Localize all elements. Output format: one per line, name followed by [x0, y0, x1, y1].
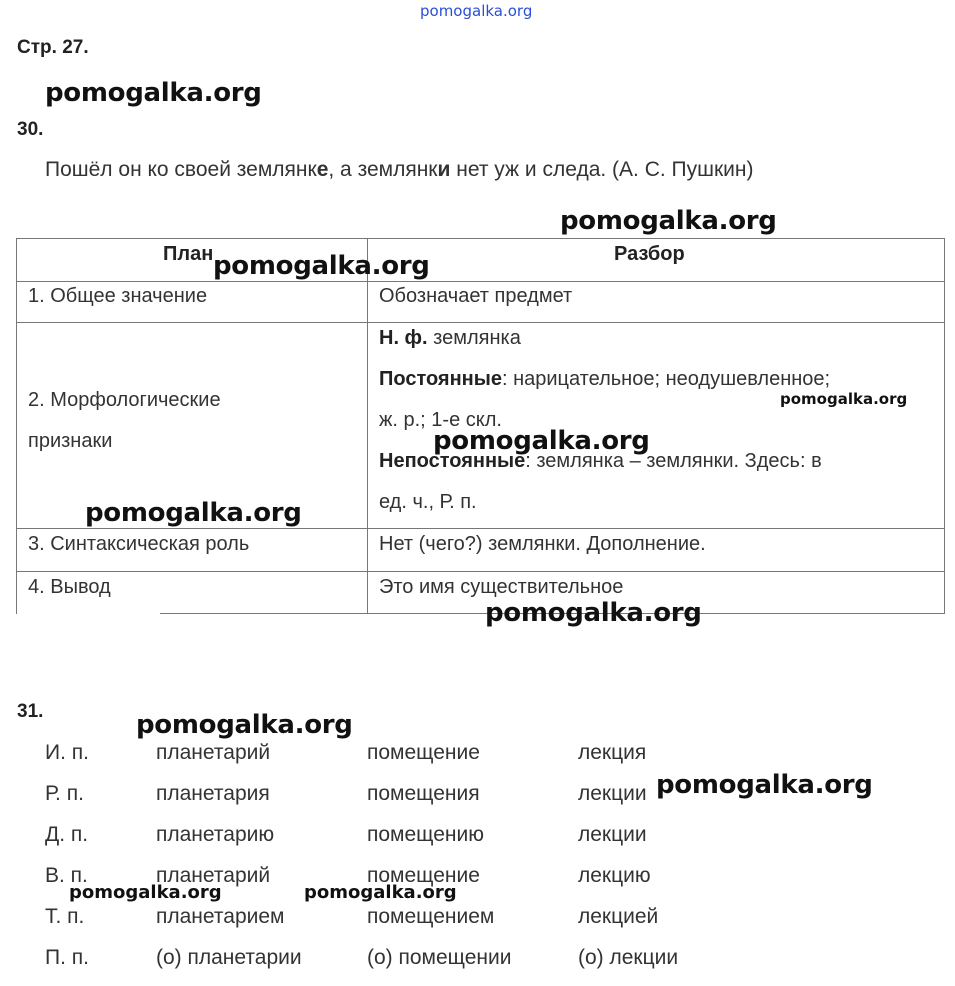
word-form: (о) помещении — [367, 946, 512, 969]
word-form: планетарий — [156, 741, 271, 764]
word-form: помещению — [367, 823, 484, 846]
table-header-plan: План — [163, 243, 214, 265]
table-cell-analysis: Непостоянные: землянка – землянки. Здесь: в — [379, 450, 822, 472]
watermark: pomogalka.org — [560, 206, 777, 236]
table-cell-analysis: Это имя существительное — [379, 576, 624, 598]
table-cell-plan: 1. Общее значение — [28, 285, 208, 307]
watermark: pomogalka.org — [485, 598, 702, 628]
case-label: Т. п. — [45, 905, 85, 928]
watermark: pomogalka.org — [85, 498, 302, 528]
table-border-right — [944, 238, 945, 614]
word-form: планетарий — [156, 864, 271, 887]
table-cell-plan: 4. Вывод — [28, 576, 111, 598]
watermark: pomogalka.org — [304, 882, 457, 903]
watermark: pomogalka.org — [433, 426, 650, 456]
ending-highlight-1: е — [316, 158, 329, 181]
word-form: лекция — [578, 741, 647, 764]
case-label: И. п. — [45, 741, 89, 764]
case-label: Р. п. — [45, 782, 84, 805]
exercise-31-number: 31. — [17, 701, 44, 722]
table-divider — [16, 528, 945, 529]
word-form: планетарием — [156, 905, 285, 928]
ending-highlight-2: и — [437, 158, 451, 181]
table-divider — [16, 281, 945, 282]
watermark: pomogalka.org — [656, 770, 873, 800]
table-border-left — [16, 238, 17, 614]
exercise-30-sentence: Пошёл он ко своей землянке, а землянки нет уж и следа. (А. С. Пушкин) — [45, 158, 754, 181]
table-cell-plan: 2. Морфологические — [28, 389, 221, 411]
table-cell-analysis: Постоянные: нарицательное; неодушевленное; — [379, 368, 831, 390]
word-form: лекцией — [578, 905, 659, 928]
case-label: П. п. — [45, 946, 89, 969]
table-cell-analysis: Нет (чего?) землянки. Дополнение. — [379, 533, 706, 555]
table-cell-analysis: ж. р.; 1-е скл. — [379, 409, 502, 431]
table-divider — [16, 322, 945, 323]
word-form: планетария — [156, 782, 270, 805]
table-cell-analysis: Н. ф. землянка — [379, 327, 521, 349]
table-divider — [16, 571, 945, 572]
watermark: pomogalka.org — [45, 78, 262, 108]
table-column-divider — [367, 238, 368, 614]
table-header-analysis: Разбор — [614, 243, 685, 265]
table-cell-analysis: Обозначает предмет — [379, 285, 573, 307]
watermark: pomogalka.org — [136, 710, 353, 740]
word-form: помещения — [367, 782, 480, 805]
word-form: помещением — [367, 905, 495, 928]
watermark: pomogalka.org — [69, 882, 222, 903]
table-border-top — [16, 238, 945, 239]
word-form: лекцию — [578, 864, 651, 887]
exercise-30-number: 30. — [17, 119, 44, 140]
word-form: лекции — [578, 823, 647, 846]
table-cell-plan: 3. Синтаксическая роль — [28, 533, 250, 555]
word-form: помещение — [367, 864, 480, 887]
word-form: (о) планетарии — [156, 946, 302, 969]
word-form: лекции — [578, 782, 647, 805]
watermark: pomogalka.org — [780, 390, 908, 408]
case-label: В. п. — [45, 864, 88, 887]
page-label: Стр. 27. — [17, 37, 89, 58]
table-cell-analysis: ед. ч., Р. п. — [379, 491, 477, 513]
watermark: pomogalka.org — [213, 251, 430, 281]
case-label: Д. п. — [45, 823, 89, 846]
word-form: помещение — [367, 741, 480, 764]
word-form: (о) лекции — [578, 946, 679, 969]
word-form: планетарию — [156, 823, 275, 846]
watermark-top: pomogalka.org — [420, 2, 533, 20]
table-cell-plan: признаки — [28, 430, 113, 452]
